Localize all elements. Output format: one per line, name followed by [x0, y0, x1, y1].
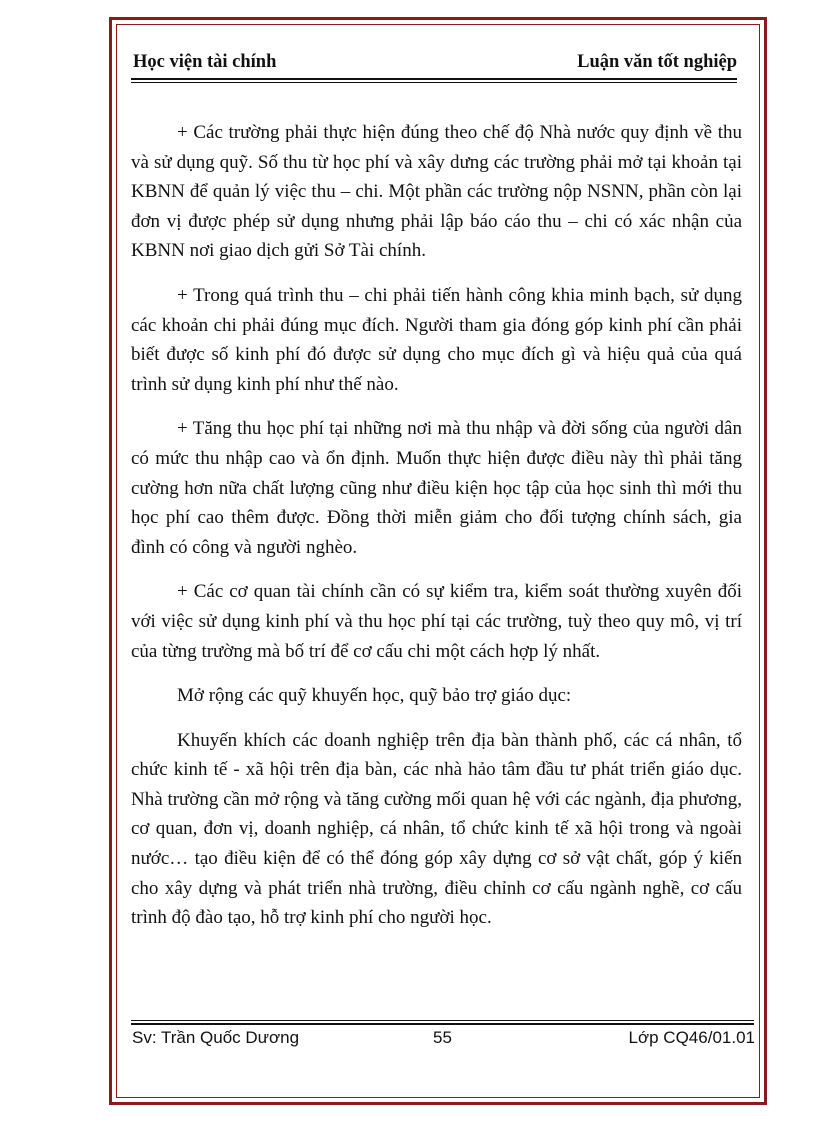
paragraph-fund-management: + Các trường phải thực hiện đúng theo chế độ Nhà nước quy định về thu và sử dụng quỹ. Số thu từ học phí và xây dưng các trường phải mở tại khoản tại KBNN để quản lý việc thu – chi. Một phần các trường nộp NSNN, phần còn lại đơn vị được phép sử dụng nhưng phải lập báo cáo thu – chi có xác nhận của KBNN nơi giao dịch gửi Sở Tài chính.: [131, 122, 742, 262]
body-text: [131, 118, 742, 948]
paragraph-financial-inspection: + Các cơ quan tài chính cần có sự kiểm tra, kiểm soát thường xuyên đối với việc sử dụng kinh phí và thu học phí tại các trường, tuỳ theo quy mô, vị trí của từng trường mà bố trí để cơ cấu chi một cách hợp lý nhất.: [131, 581, 742, 662]
footer-class: Lớp CQ46/01.01: [628, 1028, 755, 1047]
footer-rule-thin: [131, 1020, 754, 1021]
paragraph-encourage-enterprises: Khuyến khích các doanh nghiệp trên địa bàn thành phố, các cá nhân, tổ chức kinh tế - xã hội trên địa bàn, các nhà hảo tâm đầu tư phát triển giáo dục. Nhà trường cần mở rộng và tăng cường mối quan hệ với các ngành, địa phương, cơ quan, đơn vị, doanh nghiệp, cá nhân, tổ chức kinh tế xã hội trong và ngoài nước… tạo điều kiện để có thể đóng góp xây dựng cơ sở vật chất, góp ý kiến cho xây dựng và phát triển nhà trường, điều chỉnh cơ cấu ngành nghề, cơ cấu trình độ đào tạo, hỗ trợ kinh phí cho người học.: [131, 729, 742, 929]
header-rule-thin: [131, 82, 737, 83]
header-institution: Học viện tài chính: [133, 52, 277, 72]
page-number: 55: [433, 1028, 452, 1047]
page-footer: [131, 1028, 755, 1054]
paragraph-transparency: + Trong quá trình thu – chi phải tiến hành công khia minh bạch, sử dụng các khoản chi phải đúng mục đích. Người tham gia đóng góp kinh phí cần phải biết được số kinh phí đó được sử dụng cho mục đích gì và hiệu quả của quá trình sử dụng kinh phí như thế nào.: [131, 284, 742, 395]
header-rule-thick: [131, 78, 737, 80]
header-document-type: Luận văn tốt nghiệp: [577, 52, 737, 72]
footer-rule-thick: [131, 1023, 754, 1025]
page-header: [131, 50, 737, 80]
paragraph-fund-expansion-heading: Mở rộng các quỹ khuyến học, quỹ bảo trợ giáo dục:: [177, 685, 572, 707]
footer-student-name: Sv: Trần Quốc Dương: [132, 1028, 300, 1047]
paragraph-tuition-increase: + Tăng thu học phí tại những nơi mà thu nhập và đời sống của người dân có mức thu nhập cao và ổn định. Muốn thực hiện được điều này thì phải tăng cường hơn nữa chất lượng cũng như điều kiện học tập của học sinh thì mới thu học phí cao thêm được. Đồng thời miễn giảm cho đối tượng chính sách, gia đình có công và người nghèo.: [131, 418, 742, 558]
